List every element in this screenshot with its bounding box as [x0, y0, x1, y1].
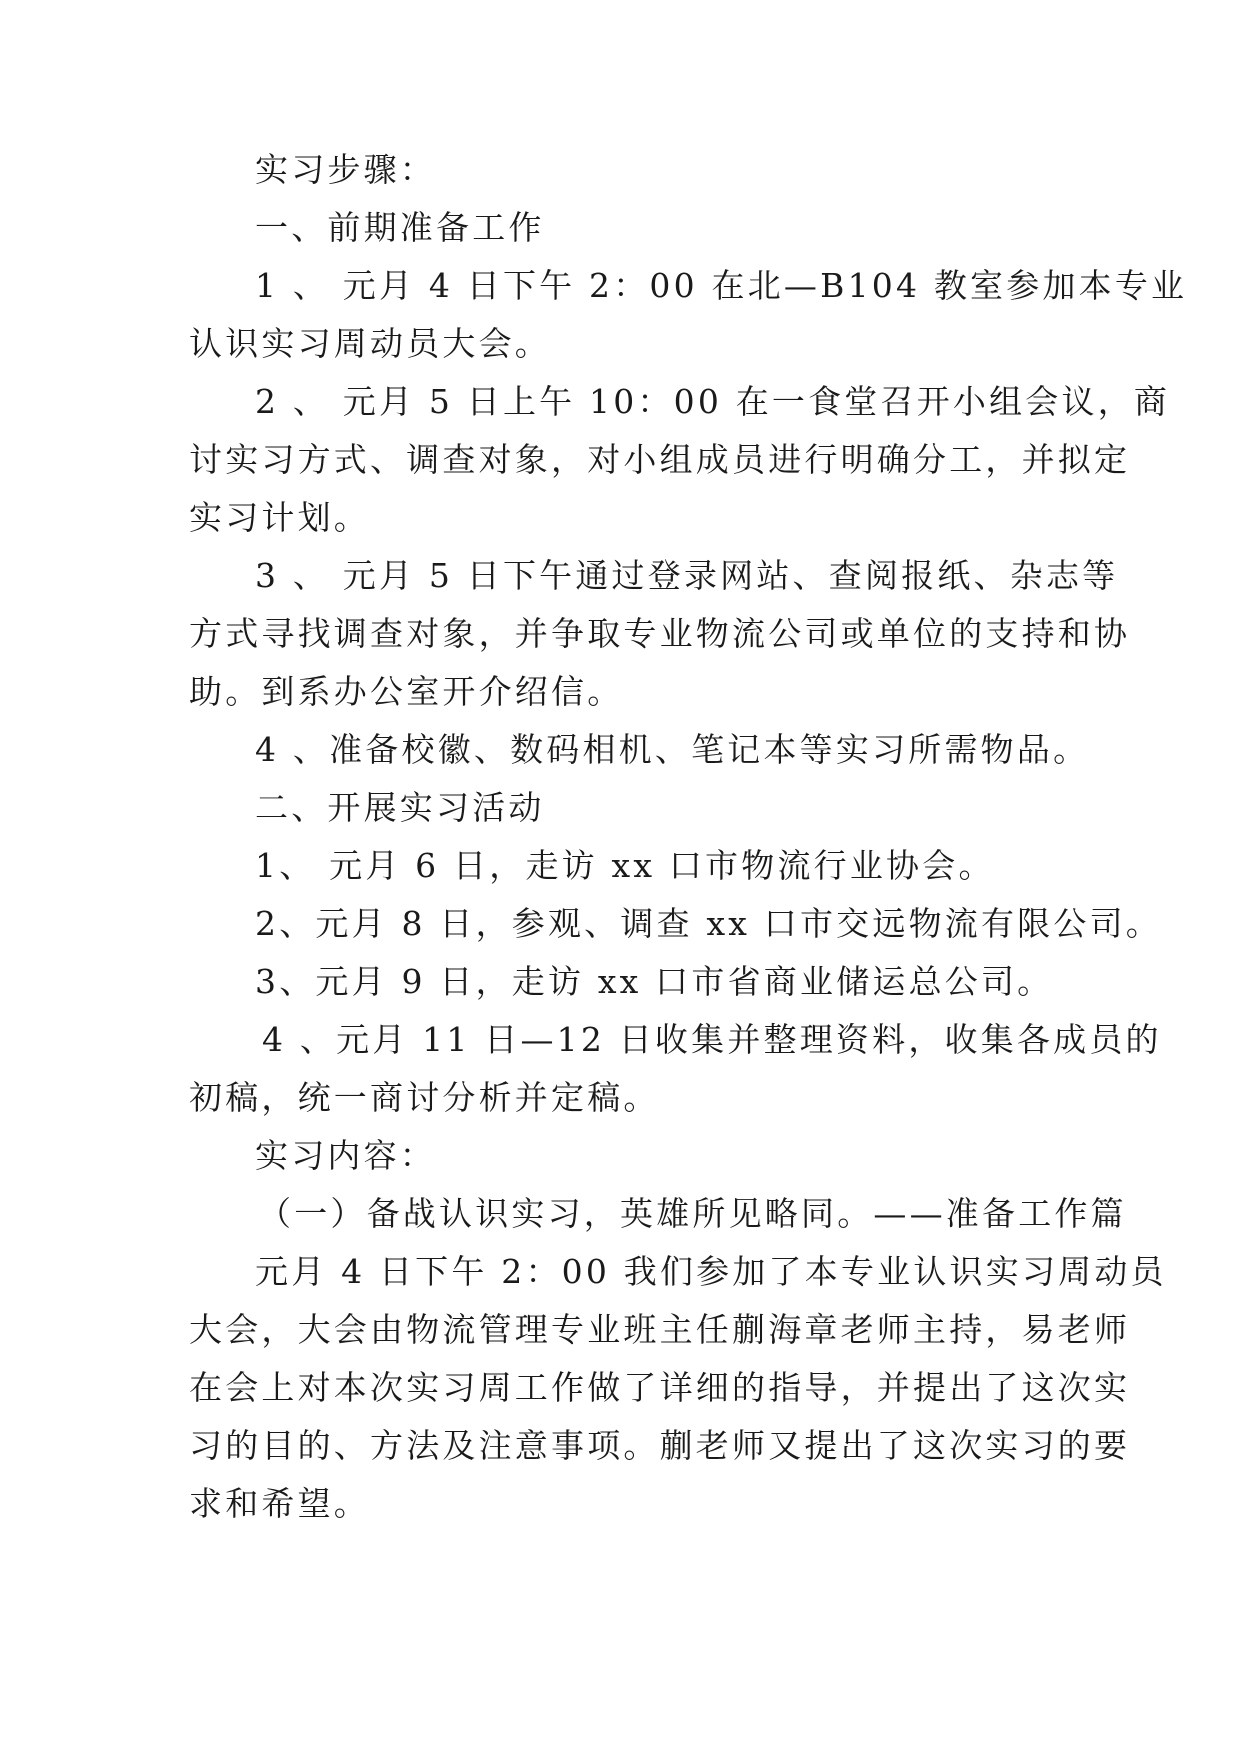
text-line: 3、元月 9 日，走访 xx 口市省商业储运总公司。 [255, 962, 1054, 1001]
text-line: 方式寻找调查对象，并争取专业物流公司或单位的支持和协 [189, 614, 1131, 653]
text-line: 2、元月 8 日，参观、调查 xx 口市交远物流有限公司。 [255, 904, 1162, 943]
text-line: 1、 元月 6 日，走访 xx 口市物流行业协会。 [255, 846, 995, 885]
text-line: 助。到系办公室开介绍信。 [189, 672, 624, 711]
text-line: 一、前期准备工作 [255, 208, 545, 247]
text-line: 4 、准备校徽、数码相机、笔记本等实习所需物品。 [255, 730, 1090, 769]
text-line: 初稿，统一商讨分析并定稿。 [189, 1078, 660, 1117]
text-line: 习的目的、方法及注意事项。蒯老师又提出了这次实习的要 [189, 1426, 1131, 1465]
text-line: 3 、 元月 5 日下午通过登录网站、查阅报纸、杂志等 [255, 556, 1119, 595]
text-line: 实习内容： [255, 1136, 436, 1175]
text-line: （一）备战认识实习，英雄所见略同。——准备工作篇 [258, 1194, 1127, 1233]
text-line: 求和希望。 [189, 1484, 370, 1523]
text-line: 大会，大会由物流管理专业班主任蒯海章老师主持，易老师 [189, 1310, 1131, 1349]
text-line: 1 、 元月 4 日下午 2：00 在北—B104 教室参加本专业 [255, 266, 1188, 305]
text-line: 二、开展实习活动 [255, 788, 545, 827]
text-line: 元月 4 日下午 2：00 我们参加了本专业认识实习周动员 [255, 1252, 1167, 1291]
text-line: 4 、元月 11 日—12 日收集并整理资料，收集各成员的 [262, 1020, 1162, 1059]
text-line: 2 、 元月 5 日上午 10：00 在一食堂召开小组会议，商 [255, 382, 1171, 421]
text-line: 讨实习方式、调查对象，对小组成员进行明确分工，并拟定 [189, 440, 1131, 479]
text-line: 实习计划。 [189, 498, 370, 537]
text-line: 在会上对本次实习周工作做了详细的指导，并提出了这次实 [189, 1368, 1131, 1407]
text-line: 实习步骤： [255, 150, 436, 189]
text-line: 认识实习周动员大会。 [189, 324, 551, 363]
